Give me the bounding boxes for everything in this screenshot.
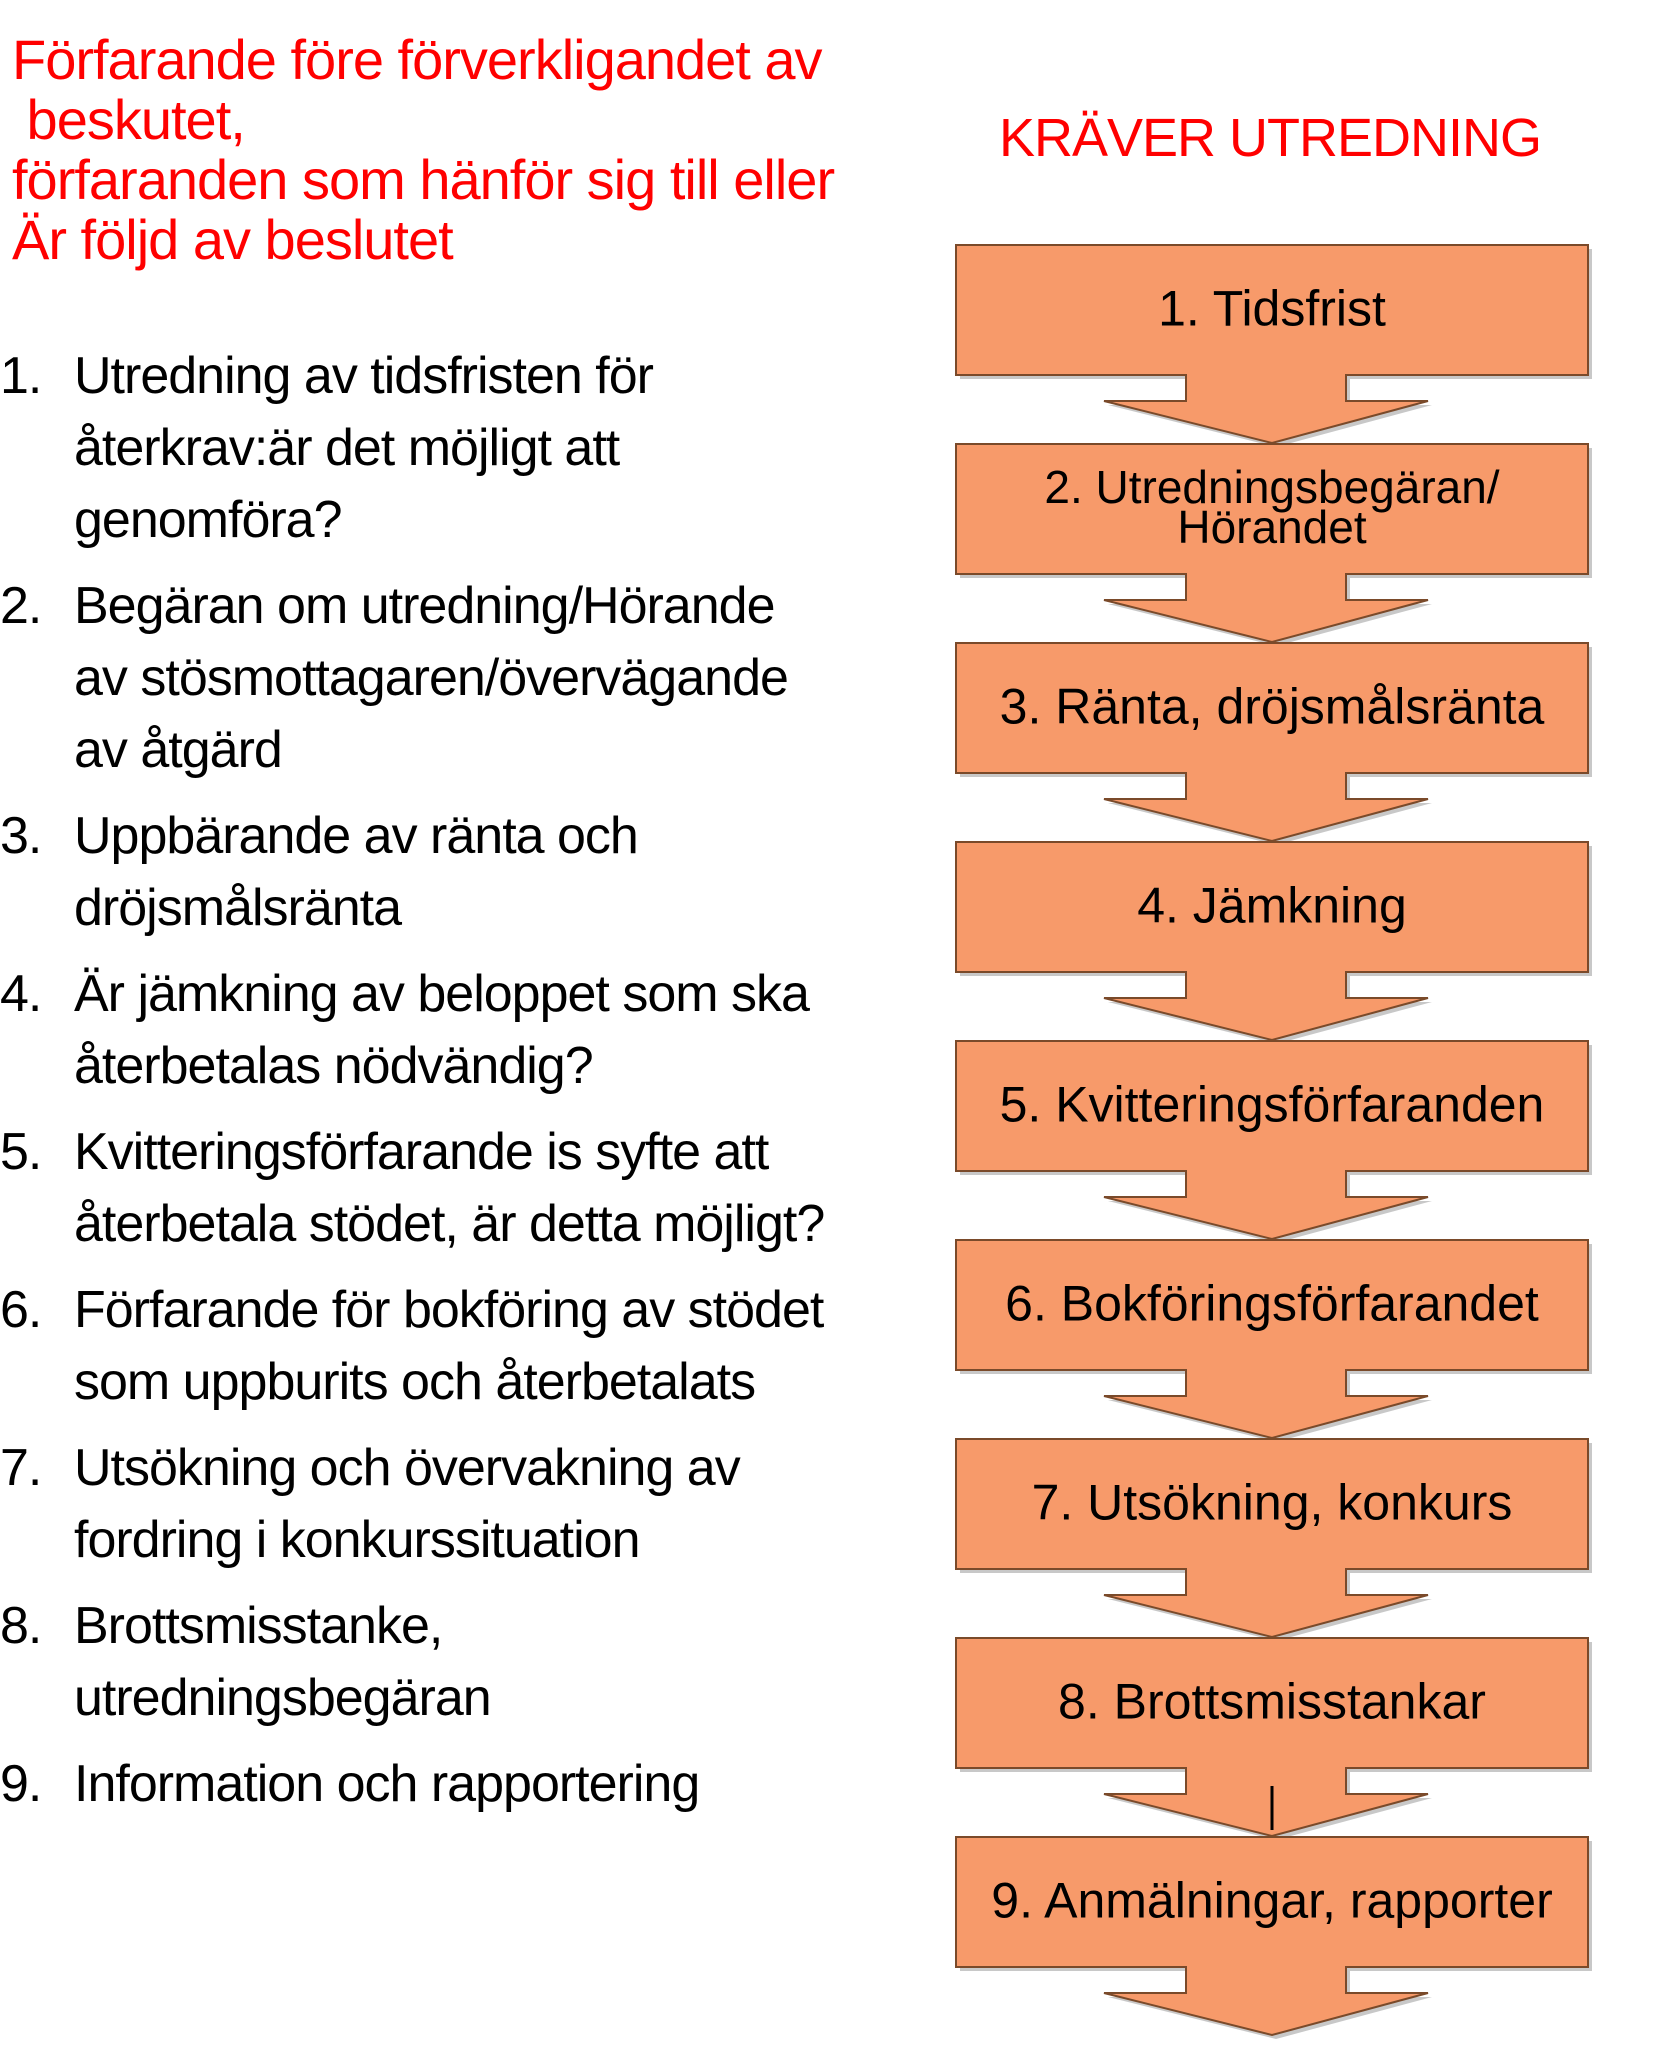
list-item-line: av åtgärd [74,721,282,779]
flow-step-label: 3. Ränta, dröjsmålsränta [999,678,1545,735]
flow-title: KRÄVER UTREDNING [998,108,1542,168]
list-item-line: genomföra? [74,491,342,549]
flow-step-box [956,245,1592,447]
flow-step-label: 4. Jämkning [1137,877,1407,934]
flow-step-shape [956,842,1588,1040]
list-item-line: Brottsmisstanke, [74,1597,443,1655]
list-item-line: Begäran om utredning/Hörande [74,577,775,635]
flow-step-box [956,1041,1592,1243]
list-item-number: 6. [0,1281,42,1339]
flow-step-box [956,643,1592,845]
flow-step-shape [956,245,1588,443]
list-item-line: fordring i konkurssituation [74,1511,640,1569]
flow-step-label: Hörandet [1177,501,1367,554]
heading-line: Är följd av beslutet [12,208,453,271]
flow-step-shape [956,1837,1588,2035]
list-item-number: 9. [0,1755,42,1813]
flow-step-box [956,1638,1592,1840]
flow-step-shape [956,643,1588,841]
flow-step-shape [956,1041,1588,1239]
flow-step-box [956,1240,1592,1442]
list-item-line: Är jämkning av beloppet som ska [74,965,809,1023]
list-item-number: 3. [0,807,42,865]
list-item-line: återbetala stödet, är detta möjligt? [74,1195,825,1253]
heading-line: beskutet, [12,88,245,151]
list-item-line: utredningsbegäran [74,1669,491,1727]
list-item-number: 1. [0,347,42,405]
list-item-line: av stösmottagaren/övervägande [74,649,788,707]
flow-step-box [956,1439,1592,1641]
list-item-line: Uppbärande av ränta och [74,807,638,865]
list-item-line: Information och rapportering [74,1755,700,1813]
flow-step-shape [956,1240,1588,1438]
list-item-number: 5. [0,1123,42,1181]
list-item-line: som uppburits och återbetalats [74,1353,756,1411]
flow-step-label: 7. Utsökning, konkurs [1031,1474,1513,1531]
list-item-line: Utsökning och övervakning av [74,1439,740,1497]
flow-step-label: 6. Bokföringsförfarandet [1005,1275,1539,1332]
flow-step-shape [956,1439,1588,1637]
list-item-line: dröjsmålsränta [74,879,402,937]
flow-step-label: 5. Kvitteringsförfaranden [999,1076,1545,1133]
list-item-number: 8. [0,1597,42,1655]
list-item-line: Förfarande för bokföring av stödet [74,1281,824,1339]
list-item-line: återbetalas nödvändig? [74,1037,593,1095]
flow-step-box [956,444,1592,646]
list-item-number: 2. [0,577,42,635]
flow-step-label: 8. Brottsmisstankar [1058,1673,1486,1730]
list-item-line: Utredning av tidsfristen för [74,347,653,405]
flow-step-label: 9. Anmälningar, rapporter [991,1872,1553,1929]
list-item-line: Kvitteringsförfarande is syfte att [74,1123,769,1181]
flow-step-box [956,842,1592,1044]
flow-step-label: 2. Utredningsbegäran/ [1044,461,1500,514]
heading-line: Förfarande före förverkligandet av [12,28,822,91]
heading-line: förfaranden som hänför sig till eller [12,148,835,211]
flow-step-box [956,1837,1592,2039]
list-item-number: 7. [0,1439,42,1497]
flow-step-label: 1. Tidsfrist [1158,280,1386,337]
list-item-line: återkrav:är det möjligt att [74,419,620,477]
list-item-number: 4. [0,965,42,1023]
